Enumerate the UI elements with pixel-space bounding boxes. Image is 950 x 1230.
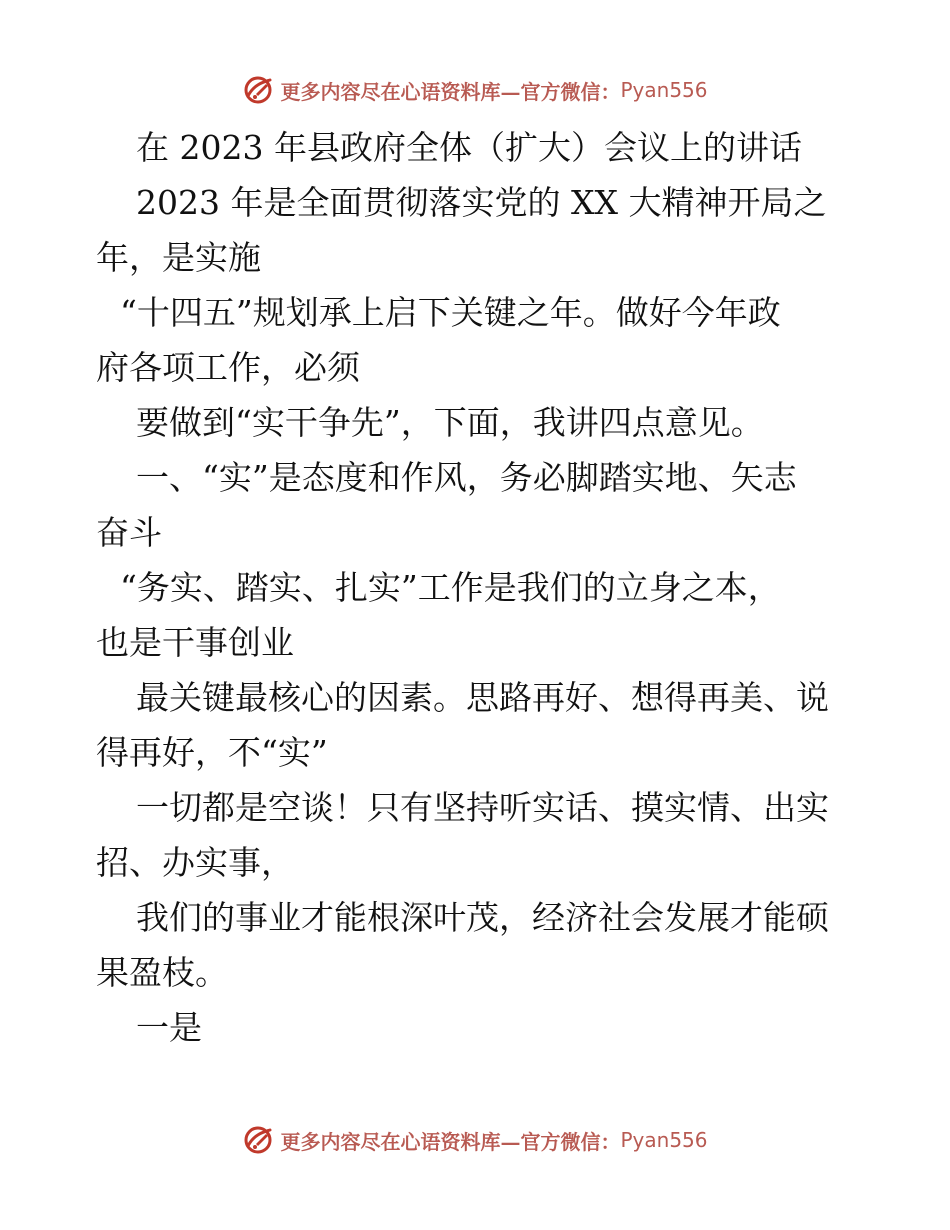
header-banner-wechat-id: Pyan556 [620,78,708,102]
section-heading-line: 奋斗 [96,513,162,552]
paragraph-line: “十四五”规划承上启下关键之年。做好今年政 [120,293,781,332]
paragraph-line: 要做到“实干争先”，下面，我讲四点意见。 [136,403,764,442]
header-banner-text: 更多内容尽在心语资料库—官方微信： [280,79,621,104]
document-body [96,120,856,1055]
paragraph-line: 果盈枝。 [96,953,228,992]
pen-swirl-logo-icon [242,1124,274,1156]
paragraph-line: 招、办实事， [96,843,294,882]
paragraph-line: 也是干事创业 [96,623,294,662]
footer-banner-text: 更多内容尽在心语资料库—官方微信： [280,1129,621,1154]
footer-banner-wechat-id: Pyan556 [620,1128,708,1152]
paragraph-line: 2023 年是全面贯彻落实党的 XX 大精神开局之 [136,183,827,222]
paragraph-line: 一是 [136,1008,202,1047]
paragraph-line: 得再好，不“实” [96,733,328,772]
paragraph-line: “务实、踏实、扎实”工作是我们的立身之本， [120,568,781,607]
footer-banner [0,1118,950,1162]
paragraph-line: 一切都是空谈！只有坚持听实话、摸实情、出实 [136,788,829,827]
paragraph-line: 府各项工作，必须 [96,348,360,387]
paragraph-line: 我们的事业才能根深叶茂，经济社会发展才能硕 [136,898,829,937]
header-banner [0,68,950,112]
section-heading-line: 一、“实”是态度和作风，务必脚踏实地、矢志 [136,458,797,497]
paragraph-line: 最关键最核心的因素。思路再好、想得再美、说 [136,678,829,717]
pen-swirl-logo-icon [242,74,274,106]
document-title: 在 2023 年县政府全体（扩大）会议上的讲话 [136,128,802,167]
paragraph-line: 年，是实施 [96,238,261,277]
